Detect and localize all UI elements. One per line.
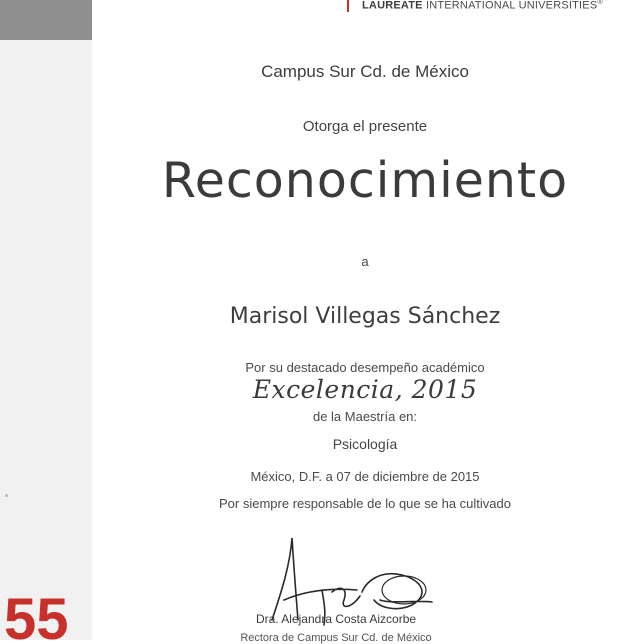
program-label: de la Maestría en: bbox=[312, 409, 418, 424]
award-reason: Por su destacado desempeño académico bbox=[245, 360, 485, 375]
campus-name: Campus Sur Cd. de México bbox=[261, 62, 469, 81]
certificate-title: Reconocimiento bbox=[161, 152, 569, 209]
award-name: Excelencia, 2015 bbox=[252, 375, 478, 404]
header-red-rule bbox=[347, 0, 349, 12]
program-name: Psicología bbox=[332, 436, 398, 452]
network-affiliation bbox=[362, 0, 603, 12]
network-brand: LAUREATE bbox=[362, 0, 423, 12]
left-side-panel bbox=[0, 0, 92, 640]
network-name: INTERNATIONAL UNIVERSITIES bbox=[425, 0, 598, 12]
to-word: a bbox=[361, 254, 369, 269]
anniversary-number: 55 bbox=[4, 587, 69, 643]
scan-speck bbox=[5, 494, 8, 497]
motto: Por siempre responsable de lo que se ha cultivado bbox=[219, 496, 511, 511]
signer-title: Rectora de Campus Sur Cd. de México bbox=[240, 632, 432, 644]
signer-name: Dra. Alejandra Costa Aizcorbe bbox=[255, 612, 417, 626]
recipient-name: Marisol Villegas Sánchez bbox=[229, 304, 501, 329]
anniversary-55-logo bbox=[2, 583, 74, 643]
trademark-symbol: ® bbox=[597, 0, 603, 6]
left-side-panel-header bbox=[0, 0, 92, 40]
grants-text: Otorga el presente bbox=[302, 118, 428, 135]
date-line: México, D.F. a 07 de diciembre de 2015 bbox=[250, 469, 480, 484]
